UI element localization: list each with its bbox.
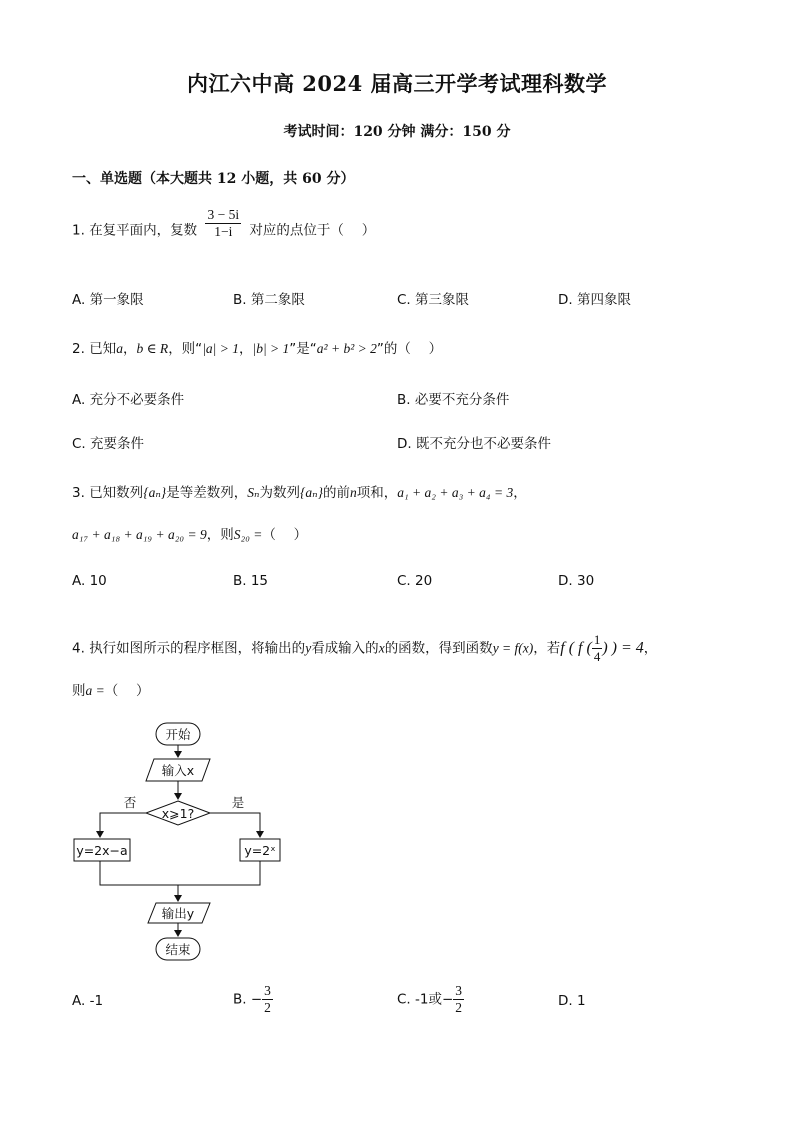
fraction-numerator: 3 — [264, 983, 271, 998]
fraction-numerator: 3 — [455, 983, 463, 998]
fraction — [592, 632, 603, 665]
question-text: ，若 — [533, 640, 561, 657]
option-label: C. -1或− — [397, 991, 454, 1008]
question-text: 的函数，得到函数 — [384, 640, 493, 657]
input-label: 输入x — [161, 763, 195, 778]
math: n — [349, 485, 357, 500]
option-d[interactable]: D. 1 — [558, 993, 586, 1009]
option-label: B. − — [233, 991, 263, 1008]
question-1 — [72, 207, 376, 247]
math: y = f(x) — [492, 640, 534, 656]
fraction — [205, 207, 241, 240]
option-d[interactable]: D. 既不充分也不必要条件 — [397, 436, 551, 452]
question-text: ， — [238, 341, 253, 357]
yes-label: 是 — [231, 795, 245, 810]
question-text: 项和， — [356, 485, 398, 501]
question-text: 看成输入的 — [311, 640, 379, 657]
fraction-denominator: 4 — [593, 649, 601, 664]
page-title: 内江六中高 2024 届高三开学考试理科数学 — [186, 71, 608, 96]
output-label: 输出y — [161, 906, 195, 921]
question-text: ， — [643, 640, 658, 657]
fraction-denominator: 1−i — [214, 224, 233, 239]
left-box-label: y=2x−a — [76, 843, 128, 858]
question-text: ”是“ — [289, 341, 317, 357]
question-text: 的前 — [322, 485, 350, 501]
option-d[interactable]: D. 第四象限 — [558, 292, 631, 308]
condition-label: x⩾1? — [161, 806, 195, 821]
option-c[interactable]: C. 20 — [397, 573, 433, 589]
math: y — [305, 640, 312, 656]
fraction-denominator: 2 — [264, 1000, 271, 1015]
option-c[interactable] — [397, 983, 464, 1016]
option-a[interactable]: A. 10 — [72, 573, 107, 589]
math: x — [378, 640, 385, 656]
option-b[interactable]: B. 15 — [233, 573, 269, 589]
question-text: 为数列 — [259, 485, 300, 501]
program-flowchart — [60, 715, 300, 965]
question-2 — [72, 337, 442, 357]
question-3-line-2 — [72, 523, 307, 543]
question-text: ， — [122, 341, 137, 357]
question-text: ，则“ — [168, 341, 203, 357]
start-label: 开始 — [165, 727, 191, 742]
question-text: 在复平面内，复数 — [89, 222, 198, 239]
option-d[interactable]: D. 30 — [558, 573, 595, 589]
no-label: 否 — [123, 795, 137, 810]
question-text: （ ） — [104, 683, 150, 699]
math: Sₙ — [247, 485, 260, 500]
question-text: 执行如图所示的程序框图，将输出的 — [89, 640, 306, 657]
right-box-label: y=2ˣ — [244, 843, 276, 858]
question-number: 1. — [72, 222, 85, 239]
option-a[interactable]: A. 第一象限 — [72, 292, 144, 308]
fraction-numerator: 3 − 5i — [207, 207, 240, 222]
math: {aₙ} — [143, 485, 167, 500]
exam-info: 考试时间：120 分钟 满分：150 分 — [283, 124, 511, 140]
fraction-numerator: 1 — [593, 632, 601, 647]
end-label: 结束 — [165, 942, 191, 957]
option-c[interactable]: C. 第三象限 — [397, 292, 470, 308]
question-4 — [72, 632, 657, 665]
question-text: 是等差数列， — [166, 485, 248, 501]
question-text: ”的（ ） — [376, 341, 443, 357]
option-a[interactable]: A. 充分不必要条件 — [72, 392, 185, 408]
fraction-denominator: 2 — [455, 1000, 463, 1015]
option-c[interactable]: C. 充要条件 — [72, 436, 145, 452]
math: {aₙ} — [299, 485, 323, 500]
math: |b| > 1 — [252, 341, 290, 356]
math: a₁ + a₂ + a₃ + a₄ = 3 — [397, 485, 514, 500]
math: a = — [85, 683, 105, 698]
section-heading: 一、单选题（本大题共 12 小题，共 60 分） — [72, 171, 355, 187]
question-4-line-2 — [72, 679, 150, 699]
question-3 — [72, 481, 527, 501]
math: f ( f ( — [560, 639, 592, 657]
question-text: 则 — [72, 683, 86, 699]
option-b[interactable]: B. 第二象限 — [233, 292, 305, 308]
fraction — [453, 983, 464, 1016]
question-number: 2. — [72, 341, 85, 357]
question-number: 4. — [72, 640, 85, 657]
question-text: ，则 — [206, 527, 234, 543]
math: ) ) = 4 — [602, 639, 644, 657]
math: a — [116, 341, 123, 356]
math: a₁₇ + a₁₈ + a₁₉ + a₂₀ = 9 — [72, 527, 207, 542]
question-text: 已知数列 — [89, 485, 144, 501]
question-text: 已知 — [89, 341, 117, 357]
option-b[interactable]: B. 必要不充分条件 — [397, 392, 510, 408]
option-a[interactable]: A. -1 — [72, 993, 104, 1009]
option-b[interactable] — [233, 983, 273, 1016]
question-text: ， — [513, 485, 527, 501]
math: |a| > 1 — [202, 341, 239, 356]
math: b ∈ R — [136, 341, 169, 356]
fraction — [262, 983, 273, 1016]
question-number: 3. — [72, 485, 85, 501]
question-text: （ ） — [262, 527, 308, 543]
math: a² + b² > 2 — [316, 341, 377, 356]
question-text: 对应的点位于（ ） — [249, 222, 376, 239]
math: S₂₀ = — [233, 527, 263, 542]
